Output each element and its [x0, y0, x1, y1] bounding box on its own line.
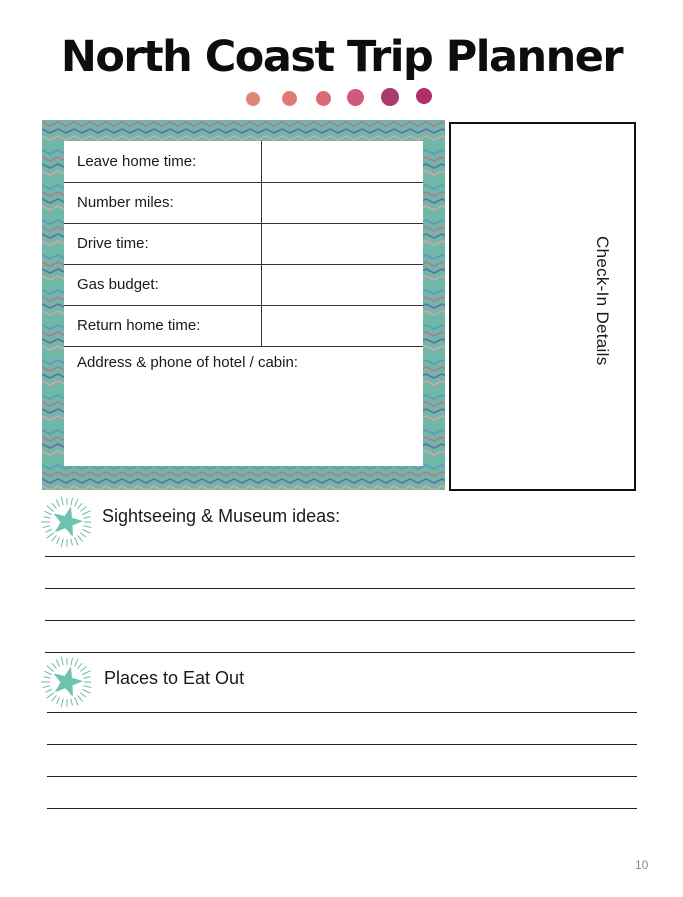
chevron-stripe [42, 479, 445, 483]
trip-details-form [64, 141, 423, 466]
places-to-eat-heading: Places to Eat Out [104, 668, 245, 688]
drive-time-field[interactable] [262, 223, 423, 264]
writing-line[interactable] [47, 776, 637, 777]
miles-field[interactable] [262, 182, 423, 223]
writing-line[interactable] [45, 588, 635, 589]
dot-3 [316, 91, 331, 106]
writing-line[interactable] [45, 620, 635, 621]
dot-4 [347, 89, 364, 106]
form-row-leave-time [64, 141, 423, 183]
form-row-gas-budget [64, 264, 423, 306]
gas-budget-field[interactable] [262, 264, 423, 305]
dot-5 [381, 88, 399, 106]
chevron-stripe [42, 129, 445, 133]
form-label: Gas budget: [77, 276, 159, 293]
starfish-icon [40, 656, 96, 708]
form-label: Leave home time: [77, 153, 197, 170]
writing-line[interactable] [45, 556, 635, 557]
writing-line[interactable] [47, 744, 637, 745]
page-title: North Coast Trip Planner [60, 32, 623, 82]
chevron-stripe [42, 472, 445, 476]
check-in-label: Check-In Details [593, 236, 612, 366]
writing-line[interactable] [47, 712, 637, 713]
chevron-stripe [42, 122, 445, 126]
form-label: Return home time: [77, 317, 201, 334]
dot-1 [246, 92, 260, 106]
form-label: Number miles: [77, 194, 174, 211]
address-label: Address & phone of hotel / cabin: [77, 354, 298, 371]
return-time-field[interactable] [262, 305, 423, 346]
chevron-stripe [42, 486, 445, 490]
leave-time-field[interactable] [262, 141, 423, 182]
writing-line[interactable] [47, 808, 637, 809]
form-row-return-time [64, 305, 423, 347]
chevron-stripe [42, 136, 445, 140]
dot-2 [282, 91, 297, 106]
dot-6 [416, 88, 432, 104]
form-label: Drive time: [77, 235, 149, 252]
sightseeing-heading: Sightseeing & Museum ideas: [102, 506, 341, 526]
form-row-drive-time [64, 223, 423, 265]
form-row-miles [64, 182, 423, 224]
page-number: 10 [635, 858, 649, 872]
starfish-icon [40, 496, 96, 548]
writing-line[interactable] [45, 652, 635, 653]
